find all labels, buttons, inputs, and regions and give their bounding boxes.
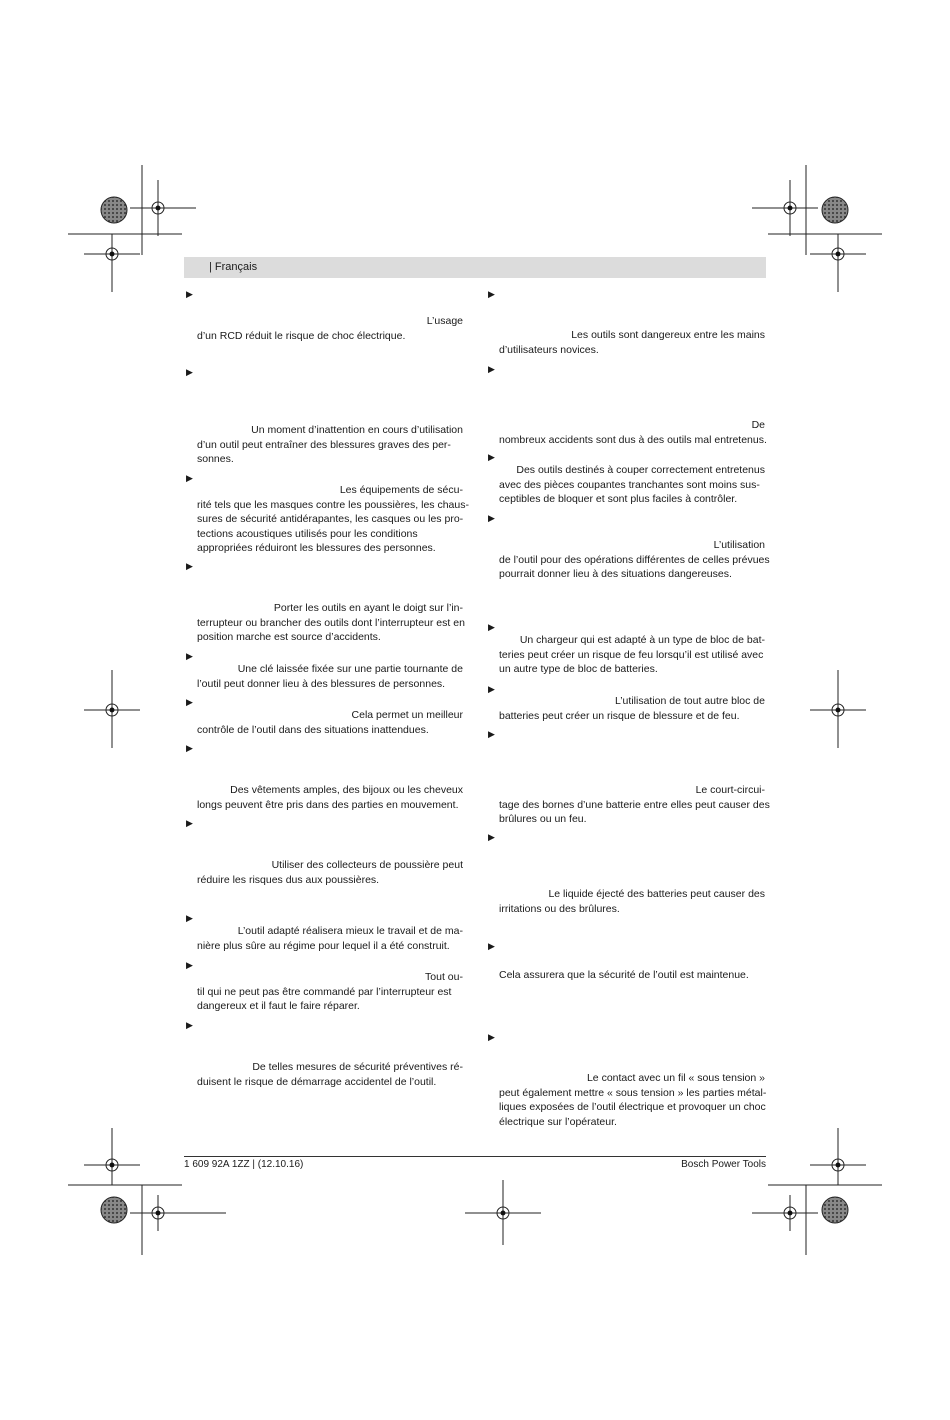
right-para-2-line: De bbox=[751, 419, 765, 431]
left-para-4-line: terrupteur ou brancher des outils dont l’interrupteur est en bbox=[197, 616, 465, 629]
right-para-3-line: Des outils destinés à couper correctement entretenus bbox=[516, 464, 765, 476]
right-para-10-line: électrique sur l’opérateur. bbox=[499, 1115, 617, 1128]
left-para-9-line: nière plus sûre au régime pour lequel il a été construit. bbox=[197, 939, 450, 952]
right-para-10-line: liques exposées de l’outil électrique et provoquer un choc bbox=[499, 1101, 766, 1114]
right-para-10-line: peut également mettre « sous tension » les parties métal- bbox=[499, 1086, 767, 1099]
color-target-icon bbox=[101, 197, 127, 223]
left-para-3-line: sures de sécurité antidérapantes, les casques ou les pro- bbox=[197, 513, 464, 526]
right-para-5-line: un autre type de bloc de batteries. bbox=[499, 663, 658, 676]
left-para-3-line: Les équipements de sécu- bbox=[339, 484, 463, 496]
right-para-8-line: Le liquide éjecté des batteries peut causer des bbox=[548, 888, 765, 900]
left-para-2-line: sonnes. bbox=[197, 453, 234, 466]
left-para-11-line: De telles mesures de sécurité préventives ré- bbox=[252, 1061, 463, 1073]
bullet-icon: ▶ bbox=[488, 729, 495, 739]
right-para-7-line: tage des bornes d’une batterie entre elles peut causer des bbox=[499, 798, 770, 811]
left-para-2-line: d’un outil peut entraîner des blessures graves des per- bbox=[197, 438, 451, 451]
left-para-7-line: Des vêtements amples, des bijoux ou les cheveux bbox=[230, 784, 463, 796]
right-para-1-line: Les outils sont dangereux entre les mains bbox=[571, 329, 765, 341]
bullet-icon: ▶ bbox=[488, 832, 495, 842]
left-para-10-line: Tout ou- bbox=[425, 971, 463, 983]
bullet-icon: ▶ bbox=[488, 513, 495, 523]
left-para-4-line: Porter les outils en ayant le doigt sur l’in- bbox=[273, 602, 463, 614]
right-para-3-line: avec des pièces coupantes tranchantes sont moins sus- bbox=[499, 478, 760, 491]
left-para-5-line: l’outil peut donner lieu à des blessures de personnes. bbox=[197, 677, 446, 690]
right-para-7-line: brûlures ou un feu. bbox=[499, 813, 587, 826]
bullet-icon: ▶ bbox=[488, 622, 495, 632]
bullet-icon: ▶ bbox=[488, 364, 495, 374]
bullet-icon: ▶ bbox=[186, 743, 193, 753]
right-para-2-line: nombreux accidents sont dus à des outils mal entretenus. bbox=[499, 433, 767, 446]
bullet-icon: ▶ bbox=[488, 1032, 495, 1042]
left-para-8-line: Utiliser des collecteurs de poussière peut bbox=[271, 859, 463, 871]
bullet-icon: ▶ bbox=[186, 960, 193, 970]
bullet-icon: ▶ bbox=[488, 941, 495, 951]
left-para-7-line: longs peuvent être pris dans des parties en mouvement. bbox=[197, 798, 459, 811]
right-para-3-line: ceptibles de bloquer et sont plus faciles à contrôler. bbox=[499, 493, 738, 506]
left-para-10-line: dangereux et il faut le faire réparer. bbox=[197, 1000, 360, 1013]
right-para-1-line: d’utilisateurs novices. bbox=[499, 343, 599, 356]
right-para-10-line: Le contact avec un fil « sous tension » bbox=[586, 1072, 765, 1084]
right-para-7-line: Le court-circui- bbox=[695, 784, 765, 796]
left-para-1-line: d’un RCD réduit le risque de choc électrique. bbox=[197, 329, 406, 342]
right-para-4-line: L’utilisation bbox=[713, 539, 765, 551]
right-para-5-line: teries peut créer un risque de feu lorsqu’il est utilisé avec bbox=[499, 648, 764, 661]
header-bar bbox=[184, 257, 766, 278]
bullet-icon: ▶ bbox=[186, 473, 193, 483]
right-para-4-line: de l’outil pour des opérations différentes de celles prévues bbox=[499, 553, 770, 566]
bullet-icon: ▶ bbox=[488, 452, 495, 462]
left-para-10-line: til qui ne peut pas être commandé par l’interrupteur est bbox=[197, 985, 452, 998]
bullet-icon: ▶ bbox=[488, 289, 495, 299]
left-para-4-line: position marche est source d’accidents. bbox=[197, 631, 381, 644]
doc-id: 1 609 92A 1ZZ | (12.10.16) bbox=[184, 1159, 304, 1170]
left-para-8-line: réduire les risques dus aux poussières. bbox=[197, 873, 380, 886]
bullet-icon: ▶ bbox=[488, 684, 495, 694]
bullet-icon: ▶ bbox=[186, 651, 193, 661]
bullet-icon: ▶ bbox=[186, 913, 193, 923]
right-para-6-line: batteries peut créer un risque de blessure et de feu. bbox=[499, 709, 740, 722]
left-para-6-line: contrôle de l’outil dans des situations inattendues. bbox=[197, 723, 429, 736]
right-para-9-line: Cela assurera que la sécurité de l’outil est maintenue. bbox=[499, 969, 749, 981]
bullet-icon: ▶ bbox=[186, 697, 193, 707]
language-label: | Français bbox=[209, 261, 258, 273]
bullet-icon: ▶ bbox=[186, 1020, 193, 1030]
left-para-3-line: appropriées réduiront les blessures des personnes. bbox=[197, 542, 436, 555]
left-para-6-line: Cela permet un meilleur bbox=[351, 709, 463, 721]
left-para-9-line: L’outil adapté réalisera mieux le travail et de ma- bbox=[237, 925, 463, 937]
left-para-11-line: duisent le risque de démarrage accidentel de l’outil. bbox=[197, 1075, 437, 1088]
left-para-5-line: Une clé laissée fixée sur une partie tournante de bbox=[237, 663, 463, 675]
left-para-2-line: Un moment d’inattention en cours d’utilisation bbox=[251, 424, 463, 436]
left-para-1-line: L’usage bbox=[426, 315, 463, 327]
left-para-3-line: tections acoustiques utilisés pour les conditions bbox=[197, 527, 418, 540]
footer-rule bbox=[184, 1156, 766, 1157]
right-para-6-line: L’utilisation de tout autre bloc de bbox=[614, 695, 765, 707]
bullet-icon: ▶ bbox=[186, 818, 193, 828]
bullet-icon: ▶ bbox=[186, 367, 193, 377]
right-para-8-line: irritations ou des brûlures. bbox=[499, 902, 620, 915]
bullet-icon: ▶ bbox=[186, 289, 193, 299]
right-para-4-line: pourrait donner lieu à des situations dangereuses. bbox=[499, 568, 732, 581]
brand-name: Bosch Power Tools bbox=[681, 1159, 766, 1170]
right-para-5-line: Un chargeur qui est adapté à un type de bloc de bat- bbox=[519, 634, 765, 646]
left-para-3-line: rité tels que les masques contre les poussières, les chaus- bbox=[197, 498, 469, 511]
bullet-icon: ▶ bbox=[186, 561, 193, 571]
